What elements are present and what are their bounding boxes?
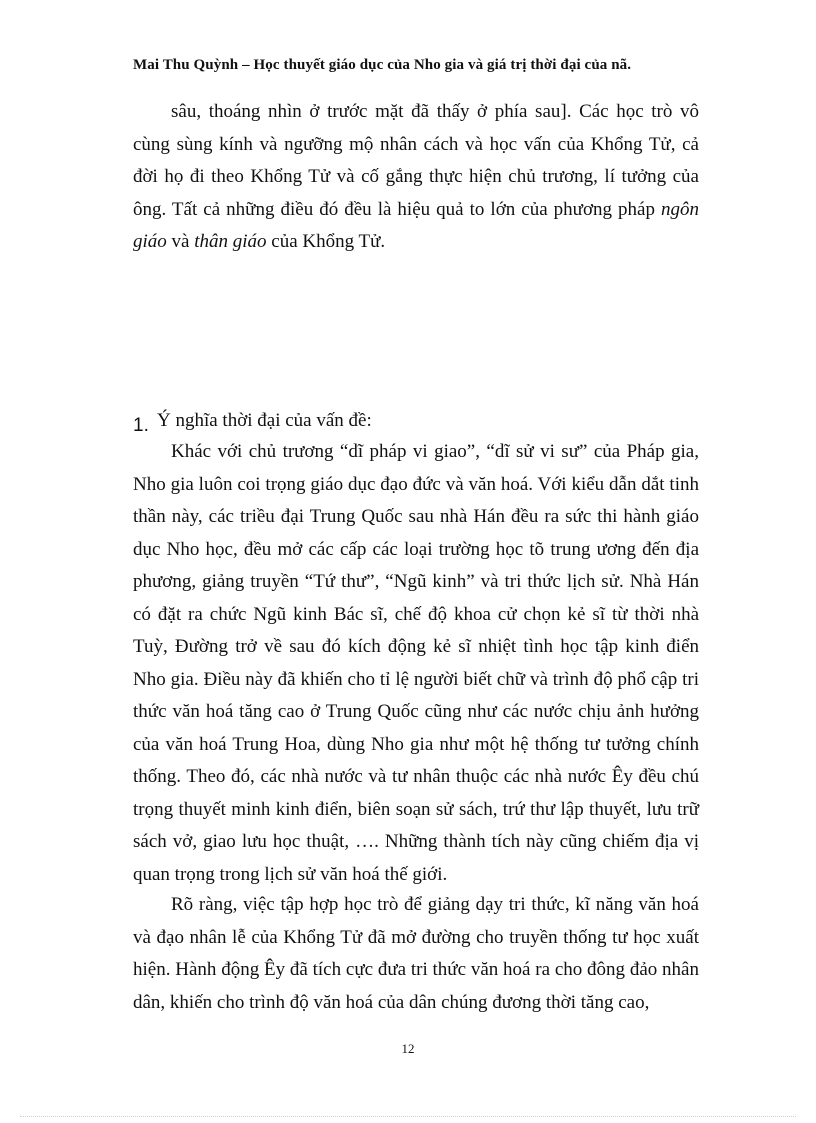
paragraph-private-education	[133, 889, 699, 1019]
paragraph-era-significance	[133, 436, 699, 891]
page-number: 12	[401, 1041, 415, 1056]
italic-term-than-giao: thân giáo	[194, 231, 267, 252]
section-title: Ý nghĩa thời đại của vấn đề:	[157, 410, 372, 431]
paragraph-text-c: của Khổng Tử.	[266, 231, 386, 252]
running-header: Mai Thu Quỳnh – Học thuyết giáo dục của Nho gia và giá trị thời đại của nã.	[133, 57, 632, 73]
paragraph-text-b: và	[166, 231, 195, 252]
paragraph-text	[133, 96, 699, 259]
paragraph-text-a: sâu, thoáng nhìn ở trước mặt đã thấy ở phía sau]. Các học trò vô cùng sùng kính và ngưỡng mộ nhân cách và học vấn của Khổng Tử, cả đời họ đi theo Khổng Tử và cố gắng thực hiện chủ trương, lí tưởng của ông. Tất cả những điều đó đều là hiệu quả to lớn của phương pháp	[133, 101, 699, 220]
paragraph-text: Rõ ràng, việc tập hợp học trò để giảng dạy tri thức, kĩ năng văn hoá và đạo nhân lễ của Khổng Tử đã mở đường cho truyền thống tư học xuất hiện. Hành động Êy đã tích cực đưa tri thức văn hoá ra cho đông đảo nhân dân, khiến cho trình độ văn hoá của dân chúng đương thời tăng cao,	[133, 894, 699, 1013]
section-heading	[133, 405, 372, 437]
section-number: 1.	[133, 415, 149, 436]
page-bottom-divider	[20, 1116, 796, 1117]
paragraph-text: Khác với chủ trương “dĩ pháp vi giao”, “dĩ sử vi sư” của Pháp gia, Nho gia luôn coi trọng giáo dục đạo đức và văn hoá. Với kiểu dẫn dắt tinh thần này, các triều đại Trung Quốc sau nhà Hán đều ra sức thi hành giáo dục Nho học, đều mở các cấp các loại trường học tõ trung ương đến địa phương, giảng truyền “Tứ thư”, “Ngũ kinh” và tri thức lịch sử. Nhà Hán có đặt ra chức Ngũ kinh Bác sĩ, chế độ khoa cử chọn kẻ sĩ từ thời nhà Tuỳ, Đường trở về sau đó kích động kẻ sĩ nhiệt tình học tập kinh điển Nho gia. Điều này đã khiến cho tỉ lệ người biết chữ và trình độ phổ cập tri thức văn hoá tăng cao ở Trung Quốc cũng như các nước chịu ảnh hưởng của văn hoá Trung Hoa, dùng Nho gia như một hệ thống tư tưởng chính thống. Theo đó, các nhà nước và tư nhân thuộc các nhà nước Êy đều chú trọng thuyết minh kinh điển, biên soạn sử sách, trứ thư lập thuyết, lưu trữ sách vở, giao lưu học thuật, …. Những thành tích này cũng chiếm địa vị quan trọng trong lịch sử văn hoá thế giới.	[133, 441, 699, 885]
paragraph-continuation	[133, 96, 699, 259]
italic-term-ngon-giao: ngôn giáo	[133, 198, 699, 252]
